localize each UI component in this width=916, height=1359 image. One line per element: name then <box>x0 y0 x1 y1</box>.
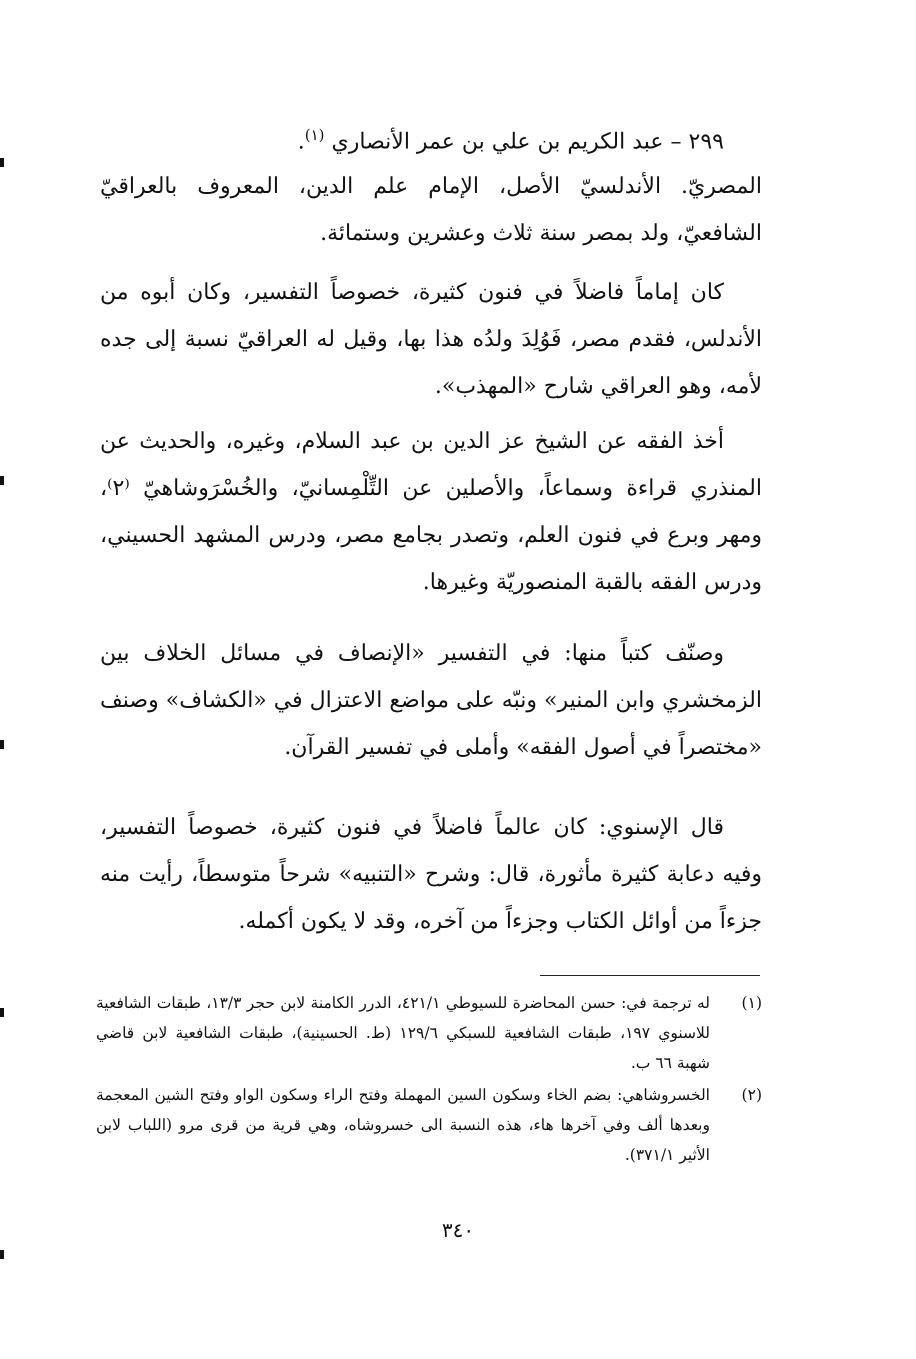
paragraph-works <box>100 630 762 771</box>
footnote-ref-1: (١) <box>304 126 325 144</box>
paragraph-isnawi-quote <box>100 804 762 945</box>
paragraph-birth <box>100 163 762 257</box>
entry-heading: ٢٩٩ – عبد الكريم بن علي بن عمر الأنصاري $^{(١)}$. <box>297 126 724 155</box>
footnote-divider <box>540 975 760 976</box>
footnote-2 <box>96 1080 762 1170</box>
entry-heading-text: ٢٩٩ – عبد الكريم بن علي بن عمر الأنصاري <box>331 129 724 155</box>
paragraph-text: كان إماماً فاضلاً في فنون كثيرة، خصوصاً التفسير، وكان أبوه من الأندلس، فقدم مصر، فَوُلِدَ ولدُه هذا بها، وقيل له العراقيّ نسبة إلى جده لأمه، وهو العراقي شارح «المهذب». <box>100 280 762 399</box>
scan-edge-mark <box>0 740 4 749</box>
footnote-number: (٢) <box>741 1086 762 1104</box>
paragraph-text: وصنّف كتباً منها: في التفسير «الإنصاف في مسائل الخلاف بين الزمخشري وابن المنير» ونبّه على مواضع الاعتزال في «الكشاف» وصنف «مختصراً في أصول الفقه» وأملى في تفسير القرآن. <box>100 641 762 760</box>
paragraph-text: أخذ الفقه عن الشيخ عز الدين بن عبد السلام، وغيره، والحديث عن المنذري قراءة وسماعاً، والأصلين عن التِّلْمِسانيّ، والخُسْرَوشاهيّ ⁽٢⁾، ومهر وبرع في فنون العلم، وتصدر بجامع مصر، ودرس المشهد الحسيني، ودرس الفقه بالقبة المنصوريّة وغيرها. <box>100 429 762 595</box>
footnote-text: الخسروشاهي: بضم الخاء وسكون السين المهملة وفتح الراء وسكون الواو وفتح الشين المعجمة وبعدها ألف وفي آخرها هاء، هذه النسبة الى خسروشاه، وهي قرية من قرى مرو (اللباب لابن الأثير ٣٧١/١). <box>96 1086 710 1164</box>
page-number: ٣٤٠ <box>441 1218 475 1242</box>
paragraph-text: قال الإسنوي: كان عالماً فاضلاً في فنون كثيرة، خصوصاً التفسير، وفيه دعابة كثيرة مأثورة، قال: وشرح «التنبيه» شرحاً متوسطاً، رأيت منه جزءاً من أوائل الكتاب وجزءاً من آخره، وقد لا يكون أكمله. <box>100 815 762 934</box>
paragraph-text: المصريّ. الأندلسيّ الأصل، الإمام علم الدين، المعروف بالعراقيّ الشافعيّ، ولد بمصر سنة ثلاث وعشرين وستمائة. <box>100 174 762 246</box>
scan-edge-mark <box>0 476 4 485</box>
footnote-text: له ترجمة في: حسن المحاضرة للسيوطي ٤٢١/١، الدرر الكامنة لابن حجر ١٣/٣، طبقات الشافعية للاسنوي ١٩٧، طبقات الشافعية للسبكي ١٢٩/٦ (ط. الحسينية)، طبقات الشافعية لابن قاضي شهبة ٦٦ ب. <box>96 994 711 1072</box>
paragraph-origin <box>100 269 762 410</box>
footnotes <box>96 988 762 1172</box>
footnote-number: (١) <box>741 994 762 1012</box>
paragraph-teachers <box>100 418 762 606</box>
footnote-1 <box>96 988 762 1078</box>
scan-edge-mark <box>0 1008 4 1017</box>
scan-edge-mark <box>0 1250 4 1259</box>
scan-edge-mark <box>0 158 4 167</box>
